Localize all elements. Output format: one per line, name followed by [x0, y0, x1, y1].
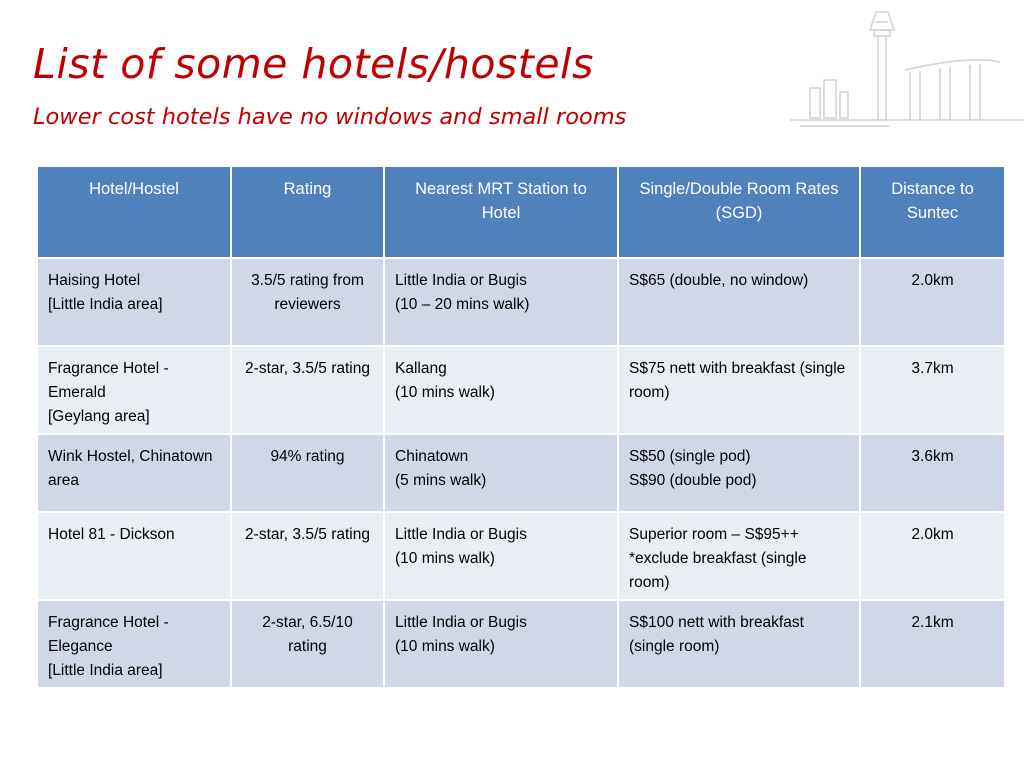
table-row: [37, 600, 1005, 688]
hotels-table: [36, 165, 1006, 689]
hotel-area: [Geylang area]: [48, 408, 150, 425]
hotel-name: Fragrance Hotel - Elegance: [48, 614, 169, 655]
mrt-walk: (10 mins walk): [395, 638, 495, 655]
slide-title: List of some hotels/hostels: [33, 40, 594, 88]
cell-distance: 2.0km: [860, 258, 1005, 346]
cell-rating: 3.5/5 rating from reviewers: [231, 258, 384, 346]
cell-rates: [618, 434, 860, 512]
cell-hotel: [37, 258, 231, 346]
cell-hotel: [37, 512, 231, 600]
cell-mrt: [384, 600, 618, 688]
cell-rating: 2-star, 6.5/10 rating: [231, 600, 384, 688]
cell-distance: 2.0km: [860, 512, 1005, 600]
rate-line: S$100 nett with breakfast (single room): [629, 614, 804, 655]
mrt-station: Chinatown: [395, 448, 469, 465]
header-distance: Distance to Suntec: [860, 166, 1005, 258]
rate-line: S$90 (double pod): [629, 472, 757, 489]
hotel-name: Fragrance Hotel - Emerald: [48, 360, 169, 401]
mrt-station: Little India or Bugis: [395, 272, 527, 289]
cell-hotel: [37, 600, 231, 688]
cell-distance: 3.7km: [860, 346, 1005, 434]
hotel-name: Hotel 81 - Dickson: [48, 526, 175, 543]
rate-line: S$75 nett with breakfast (single room): [629, 360, 846, 401]
mrt-walk: (10 mins walk): [395, 384, 495, 401]
cell-rating: 2-star, 3.5/5 rating: [231, 346, 384, 434]
header-hotel: Hotel/Hostel: [37, 166, 231, 258]
mrt-walk: (10 – 20 mins walk): [395, 296, 530, 313]
rate-line: S$50 (single pod): [629, 448, 751, 465]
cell-mrt: [384, 258, 618, 346]
cell-distance: 2.1km: [860, 600, 1005, 688]
cell-mrt: [384, 434, 618, 512]
cell-mrt: [384, 512, 618, 600]
cell-hotel: [37, 434, 231, 512]
header-rating: Rating: [231, 166, 384, 258]
cell-rates: [618, 512, 860, 600]
header-mrt: Nearest MRT Station to Hotel: [384, 166, 618, 258]
cell-rates: [618, 346, 860, 434]
header-rates: Single/Double Room Rates (SGD): [618, 166, 860, 258]
hotel-name: Wink Hostel, Chinatown area: [48, 448, 213, 489]
hotel-name: Haising Hotel: [48, 272, 141, 289]
table-header-row: [37, 166, 1005, 258]
mrt-station: Little India or Bugis: [395, 526, 527, 543]
cell-rates: [618, 258, 860, 346]
mrt-walk: (5 mins walk): [395, 472, 487, 489]
cell-rating: 94% rating: [231, 434, 384, 512]
cell-rates: [618, 600, 860, 688]
cell-mrt: [384, 346, 618, 434]
singapore-skyline-icon: [770, 0, 1024, 160]
table-row: [37, 346, 1005, 434]
hotel-area: [Little India area]: [48, 296, 163, 313]
rate-line: Superior room – S$95++ *exclude breakfast (single room): [629, 526, 807, 591]
cell-distance: 3.6km: [860, 434, 1005, 512]
hotel-area: [Little India area]: [48, 662, 163, 679]
table-row: [37, 258, 1005, 346]
cell-rating: 2-star, 3.5/5 rating: [231, 512, 384, 600]
mrt-station: Kallang: [395, 360, 447, 377]
cell-hotel: [37, 346, 231, 434]
table-row: [37, 434, 1005, 512]
mrt-walk: (10 mins walk): [395, 550, 495, 567]
table-row: [37, 512, 1005, 600]
rate-line: S$65 (double, no window): [629, 272, 809, 289]
mrt-station: Little India or Bugis: [395, 614, 527, 631]
slide-subtitle: Lower cost hotels have no windows and small rooms: [33, 104, 627, 130]
